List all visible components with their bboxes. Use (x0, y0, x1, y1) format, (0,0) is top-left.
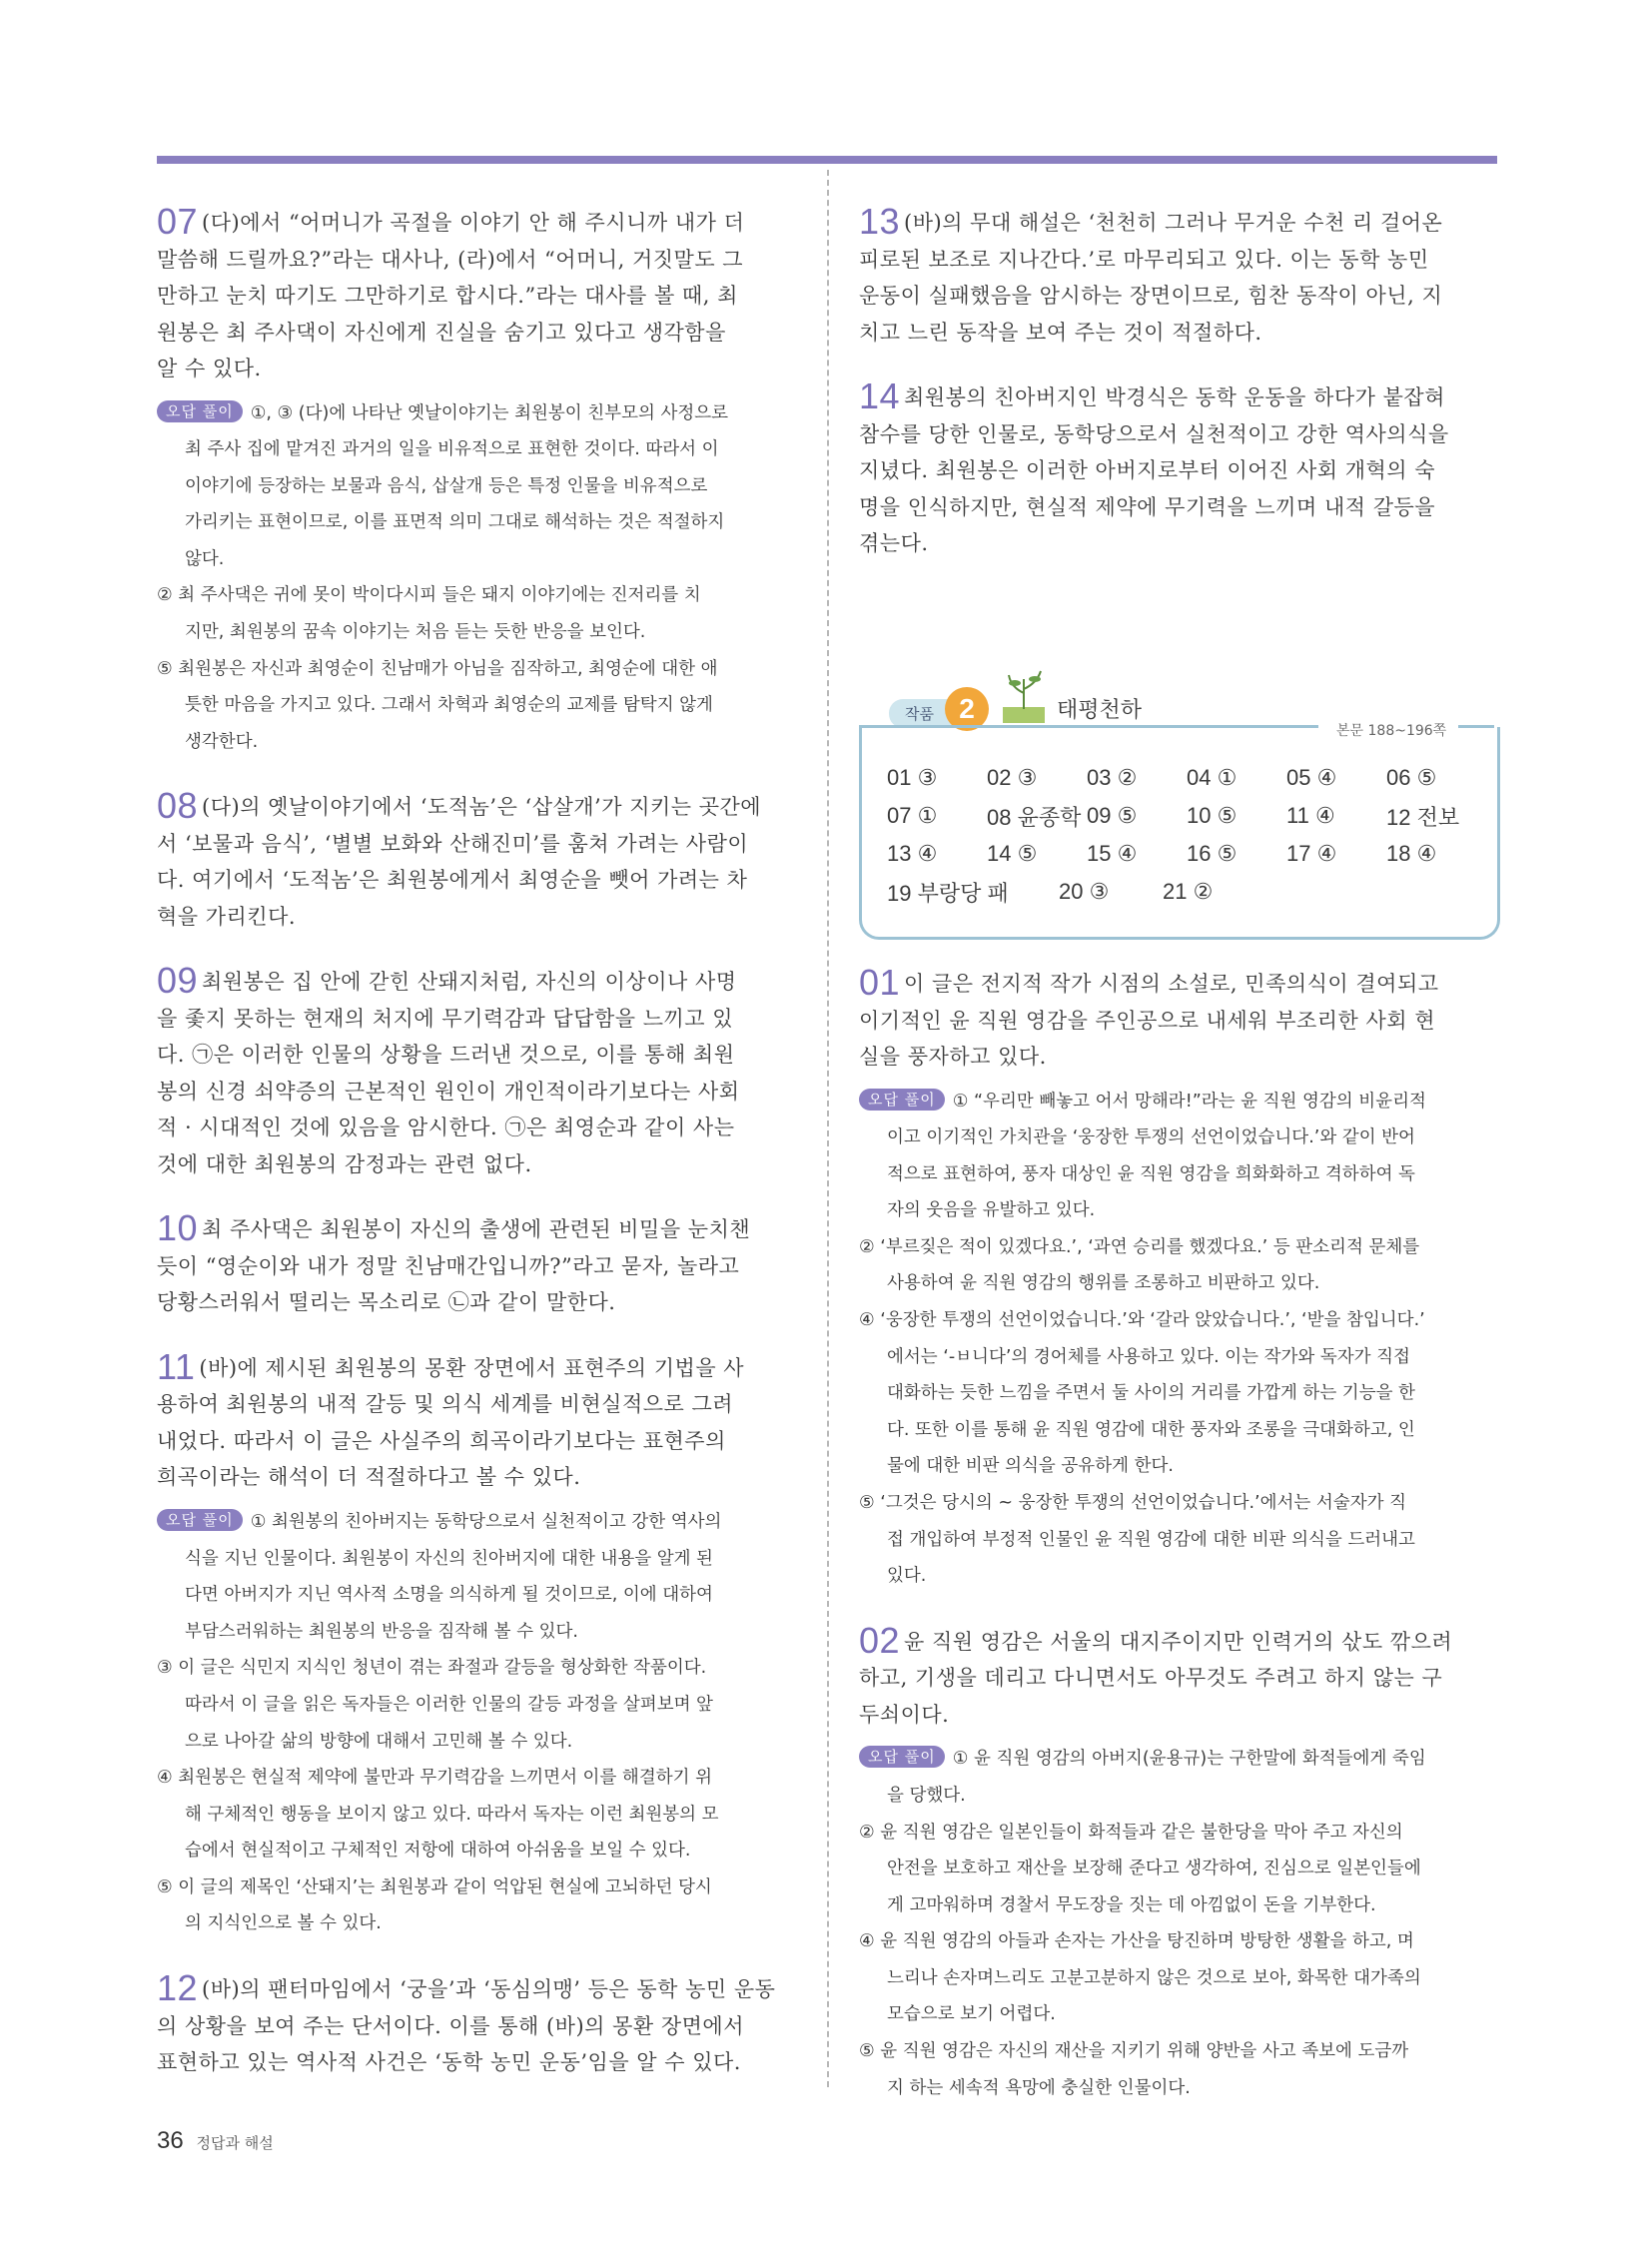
question-q10 (157, 1207, 796, 1321)
explanation-line (157, 724, 796, 761)
explanation-text: 게 고마워하며 경찰서 무도장을 짓는 데 아낌없이 돈을 기부한다. (887, 1894, 1376, 1915)
explanation-text: 최 주사 집에 맡겨진 과거의 일을 비유적으로 표현한 것이다. 따라서 이 (185, 439, 719, 460)
answer-item: 12 전보 (1386, 804, 1460, 830)
question-text: 용하여 최원봉의 내적 갈등 및 의식 세계를 비현실적으로 그려 (157, 1392, 734, 1417)
answer-item: 18 ④ (1386, 841, 1437, 866)
question-text: 하고, 기생을 데리고 다니면서도 아무것도 주려고 하지 않는 구 (859, 1666, 1443, 1691)
explanation-text: ② 윤 직원 영감은 일본인들이 화적들과 같은 불한당을 막아 주고 자신의 (859, 1822, 1403, 1843)
explanation-line (157, 395, 796, 432)
explanation-text: 을 당했다. (887, 1785, 966, 1806)
question-text: 당황스러워서 떨리는 목소리로 ㉡과 같이 말한다. (157, 1290, 616, 1315)
plant-icon (997, 669, 1051, 725)
explanation-line (859, 1996, 1498, 2033)
explanation-text: 지만, 최원봉의 꿈속 이야기는 처음 듣는 듯한 반응을 보인다. (185, 622, 646, 643)
question-text: (바)에 제시된 최원봉의 몽환 장면에서 표현주의 기법을 사 (199, 1355, 745, 1380)
explanation-text: 습에서 현실적이고 구체적인 저항에 대하여 아쉬움을 보일 수 있다. (185, 1841, 691, 1862)
question-line (157, 862, 796, 899)
explanation-text: 지 하는 세속적 욕망에 충실한 인물이다. (887, 2077, 1191, 2098)
question-line (859, 242, 1498, 279)
explanation-line (859, 1485, 1498, 1522)
work-title: 태평천하 (1057, 698, 1143, 723)
question-a01 (859, 962, 1498, 1595)
question-text: 최 주사댁은 최원봉이 자신의 출생에 관련된 비밀을 눈치챈 (202, 1217, 751, 1242)
question-line (157, 351, 796, 387)
explanation-line (859, 2033, 1498, 2070)
question-q14 (859, 375, 1498, 562)
question-line (157, 1074, 796, 1111)
question-text: 이 글은 전지적 작가 시점의 소설로, 민족의식이 결여되고 (904, 972, 1439, 996)
question-text: (다)의 옛날이야기에서 ‘도적놈’은 ‘삽살개’가 지키는 곳간에 (202, 795, 762, 820)
question-text: 피로된 보조로 지나간다.’로 마무리되고 있다. 이는 동학 농민 (859, 247, 1429, 272)
right-column-bottom (859, 962, 1498, 2106)
explanation-text: 이고 이기적인 가치관을 ‘웅장한 투쟁의 선언이었습니다.’와 같이 반어 (887, 1127, 1415, 1148)
left-column (157, 201, 796, 2081)
question-line (859, 1697, 1498, 1734)
question-text: 만하고 눈치 따기도 그만하기로 합시다.”라는 대사를 볼 때, 최 (157, 284, 738, 308)
explanation-line (859, 1302, 1498, 1339)
question-line (859, 1619, 1498, 1661)
explanation-text: 식을 지닌 인물이다. 최원봉이 자신의 친아버지에 대한 내용을 알게 된 (185, 1548, 713, 1569)
explanation-text: 부담스러워하는 최원봉의 반응을 짐작해 볼 수 있다. (185, 1621, 578, 1642)
explanation-line (859, 1339, 1498, 1376)
question-number: 10 (157, 1207, 199, 1249)
answer-row (887, 873, 1486, 911)
answer-item: 02 ③ (987, 765, 1038, 790)
question-text: 지녔다. 최원봉은 이러한 아버지로부터 이어진 사회 개혁의 숙 (859, 458, 1436, 482)
explanation-line (859, 1815, 1498, 1852)
question-line (859, 1039, 1498, 1076)
question-line (157, 278, 796, 315)
question-text: 명을 인식하지만, 현실적 제약에 무기력을 느끼며 내적 갈등을 (859, 494, 1436, 519)
explanation-line (157, 1504, 796, 1541)
question-number: 02 (859, 1619, 901, 1661)
question-text: 혁을 가리킨다. (157, 904, 297, 929)
question-line (859, 201, 1498, 242)
question-text: 윤 직원 영감은 서울의 대지주이지만 인력거의 삯도 깎으려 (904, 1629, 1453, 1654)
question-line (157, 785, 796, 827)
work-label: 작품 (889, 699, 964, 728)
explanation-line (157, 1687, 796, 1724)
explanation-line (157, 1869, 796, 1906)
answer-item: 15 ④ (1087, 841, 1138, 866)
page-footer (157, 2127, 274, 2155)
explanation-text: 접 개입하여 부정적 인물인 윤 직원 영감에 대한 비판 의식을 드러내고 (887, 1529, 1415, 1550)
question-line (157, 1110, 796, 1146)
spacer (157, 760, 796, 788)
question-number: 08 (157, 785, 199, 827)
question-text: 봉의 신경 쇠약증의 근본적인 원인이 개인적이라기보다는 사회 (157, 1079, 740, 1104)
spacer (859, 351, 1498, 378)
explanation-text: ② ‘부르짖은 적이 있겠다요.’, ‘과연 승리를 했겠다요.’ 등 판소리적 문체를 (859, 1236, 1420, 1257)
explanation-line (157, 1614, 796, 1651)
question-text: 을 좇지 못하는 현재의 처지에 무기력감과 답답함을 느끼고 있 (157, 1006, 734, 1031)
answer-grid (887, 759, 1486, 911)
question-number: 01 (859, 962, 901, 1003)
spacer (859, 1595, 1498, 1623)
question-text: 것에 대한 최원봉의 감정과는 관련 없다. (157, 1151, 532, 1176)
wrong-answer-explanation (859, 1084, 1498, 1595)
explanation-line (157, 614, 796, 651)
explanation-line (157, 577, 796, 614)
answer-row (887, 835, 1486, 873)
explanation-text: 안전을 보호하고 재산을 보장해 준다고 생각하여, 진심으로 일본인들에 (887, 1859, 1421, 1879)
question-line (859, 375, 1498, 416)
spacer (157, 1942, 796, 1970)
explanation-text: ③ 이 글은 식민지 지식인 청년이 겪는 좌절과 갈등을 형상화한 작품이다. (157, 1658, 707, 1679)
explanation-text: ④ 최원봉은 현실적 제약에 불만과 무기력감을 느끼면서 이를 해결하기 위 (157, 1768, 712, 1789)
question-q09 (157, 960, 796, 1182)
question-text: 내었다. 따라서 이 글은 사실주의 희곡이라기보다는 표현주의 (157, 1428, 726, 1453)
question-line (157, 201, 796, 242)
question-q07 (157, 201, 796, 760)
explanation-line (157, 504, 796, 541)
spacer (157, 935, 796, 963)
question-line (859, 416, 1498, 453)
explanation-line (859, 1265, 1498, 1302)
question-text: (바)의 팬터마임에서 ‘궁을’과 ‘동심의맹’ 등은 동학 농민 운동 (202, 1977, 776, 2002)
question-text: 희곡이라는 해석이 더 적절하다고 볼 수 있다. (157, 1465, 581, 1490)
top-rule (157, 156, 1497, 164)
explanation-line (859, 1522, 1498, 1559)
answer-item: 21 ② (1163, 879, 1214, 904)
explanation-line (157, 1905, 796, 1942)
question-line (157, 315, 796, 352)
question-line (157, 899, 796, 936)
explanation-text: 않다. (185, 548, 225, 569)
answer-item: 20 ③ (1059, 879, 1110, 904)
footer-title: 정답과 해설 (196, 2134, 274, 2152)
question-line (157, 1248, 796, 1285)
question-text: 참수를 당한 인물로, 동학당으로서 실천적이고 강한 역사의식을 (859, 421, 1449, 446)
question-text: 최원봉의 친아버지인 박경식은 동학 운동을 하다가 붙잡혀 (904, 385, 1445, 409)
question-line (157, 960, 796, 1002)
explanation-line (157, 1833, 796, 1869)
question-text: 의 상황을 보여 주는 단서이다. 이를 통해 (바)의 몽환 장면에서 (157, 2013, 745, 2038)
question-q12 (157, 1967, 796, 2081)
question-text: (바)의 무대 해설은 ‘천천히 그러나 무거운 수천 리 걸어온 (904, 211, 1443, 235)
question-line (157, 1146, 796, 1183)
question-number: 11 (157, 1345, 196, 1387)
explanation-line (157, 1650, 796, 1687)
answer-item: 13 ④ (887, 841, 938, 866)
question-line (157, 1459, 796, 1496)
explanation-line (859, 1229, 1498, 1266)
question-a02 (859, 1619, 1498, 2106)
answer-item: 19 부랑당 패 (887, 880, 1009, 906)
answer-box (859, 687, 1498, 939)
answer-item: 14 ⑤ (987, 841, 1038, 866)
question-line (859, 278, 1498, 315)
question-text: 말씀해 드릴까요?”라는 대사나, (라)에서 “어머니, 거짓말도 그 (157, 247, 744, 272)
question-text: 표현하고 있는 역사적 사건은 ‘동학 농민 운동’임을 알 수 있다. (157, 2050, 741, 2075)
explanation-text: 이야기에 등장하는 보물과 음식, 삽살개 등은 특정 인물을 비유적으로 (185, 475, 708, 496)
explanation-line (157, 431, 796, 468)
explanation-line (157, 1577, 796, 1614)
explanation-line (859, 1192, 1498, 1229)
explanation-line (157, 687, 796, 724)
explanation-line (859, 1851, 1498, 1887)
question-text: (다)에서 “어머니가 곡절을 이야기 안 해 주시니까 내가 더 (202, 211, 745, 235)
question-line (157, 1207, 796, 1249)
explanation-line (859, 1923, 1498, 1960)
explanation-line (859, 1558, 1498, 1595)
answer-row (887, 759, 1486, 797)
explanation-text: ④ ‘웅장한 투쟁의 선언이었습니다.’와 ‘갈라 앉았습니다.’, ‘받을 참입니다.’ (859, 1310, 1425, 1331)
explanation-text: ① “우리만 빼놓고 어서 망해라!”라는 윤 직원 영감의 비윤리적 (952, 1091, 1426, 1112)
question-number: 14 (859, 375, 901, 416)
question-text: 최원봉은 집 안에 갇힌 산돼지처럼, 자신의 이상이나 사명 (202, 970, 737, 995)
page-number: 36 (157, 2127, 184, 2154)
explanation-line (859, 1375, 1498, 1412)
explanation-text: 대화하는 듯한 느낌을 주면서 둘 사이의 거리를 가깝게 하는 기능을 한 (887, 1383, 1415, 1404)
explanation-text: ① 최원봉의 친아버지는 동학당으로서 실천적이고 강한 역사의 (250, 1511, 722, 1532)
explanation-line (859, 1741, 1498, 1778)
explanation-line (157, 468, 796, 505)
page-range: 본문 188~196쪽 (1336, 723, 1447, 739)
question-line (157, 1345, 796, 1387)
question-text: 다. ㉠은 이러한 인물의 상황을 드러낸 것으로, 이를 통해 최원 (157, 1043, 735, 1068)
question-text: 두쇠이다. (859, 1702, 950, 1727)
explanation-text: ⑤ 윤 직원 영감은 자신의 재산을 지키기 위해 양반을 사고 족보에 도금까 (859, 2041, 1409, 2062)
wrong-answer-explanation (859, 1741, 1498, 2106)
question-text: 다. 여기에서 ‘도적놈’은 최원봉에게서 최영순을 뺏어 가려는 차 (157, 868, 748, 893)
question-text: 치고 느린 동작을 보여 주는 것이 적절하다. (859, 320, 1262, 345)
question-q13 (859, 201, 1498, 351)
explanation-line (859, 1778, 1498, 1815)
question-text: 서 ‘보물과 음식’, ‘별별 보화와 산해진미’를 훔쳐 가려는 사람이 (157, 831, 749, 856)
explanation-text: 가리키는 표현이므로, 이를 표면적 의미 그대로 해석하는 것은 적절하지 (185, 512, 725, 533)
explanation-line (859, 1887, 1498, 1924)
explanation-text: 적으로 표현하여, 풍자 대상인 윤 직원 영감을 희화화하고 격하하여 독 (887, 1163, 1415, 1184)
spacer (157, 1321, 796, 1349)
answer-item: 04 ① (1187, 765, 1238, 790)
explanation-line (859, 1412, 1498, 1449)
explanation-text: 에서는 ‘-ㅂ니다’의 경어체를 사용하고 있다. 이는 작가와 독자가 직접 (887, 1346, 1410, 1367)
explanation-text: 물에 대한 비판 의식을 공유하게 한다. (887, 1456, 1174, 1477)
explanation-text: ①, ③ (다)에 나타난 옛날이야기는 최원봉이 친부모의 사정으로 (250, 402, 729, 423)
explanation-text: 다면 아버지가 지닌 역사적 소명을 의식하게 될 것이므로, 이에 대하여 (185, 1585, 713, 1606)
explanation-text: ⑤ 최원봉은 자신과 최영순이 친남매가 아님을 짐작하고, 최영순에 대한 애 (157, 658, 718, 679)
question-line (859, 452, 1498, 489)
right-column-top (859, 201, 1498, 562)
explanation-text: ④ 윤 직원 영감의 아들과 손자는 가산을 탕진하며 방탕한 생활을 하고, 며 (859, 1931, 1414, 1952)
explanation-text: 느리나 손자며느리도 고분고분하지 않은 것으로 보아, 화목한 대가족의 (887, 1967, 1421, 1988)
answer-item: 10 ⑤ (1187, 803, 1238, 828)
column-divider (827, 170, 829, 2087)
question-text: 적 · 시대적인 것에 있음을 암시한다. ㉠은 최영순과 같이 사는 (157, 1116, 735, 1140)
question-line (157, 242, 796, 279)
question-q11 (157, 1345, 796, 1942)
explanation-text: ② 최 주사댁은 귀에 못이 박이다시피 들은 돼지 이야기에는 진저리를 치 (157, 585, 701, 606)
explanation-line (157, 1760, 796, 1797)
answer-item: 16 ⑤ (1187, 841, 1238, 866)
answer-item: 07 ① (887, 803, 938, 828)
answer-item: 03 ② (1087, 765, 1138, 790)
explanation-line (859, 2070, 1498, 2107)
answer-item: 17 ④ (1286, 841, 1337, 866)
question-number: 13 (859, 201, 901, 242)
question-text: 실을 풍자하고 있다. (859, 1045, 1047, 1069)
question-line (157, 1386, 796, 1423)
explanation-line (859, 1448, 1498, 1485)
question-q08 (157, 785, 796, 935)
wrong-answer-badge: 오답 풀이 (157, 400, 243, 422)
explanation-line (157, 1541, 796, 1578)
explanation-text: ① 윤 직원 영감의 아버지(윤용규)는 구한말에 화적들에게 죽임 (952, 1749, 1426, 1770)
answer-item: 11 ④ (1286, 803, 1335, 828)
question-line (859, 489, 1498, 526)
explanation-text: 모습으로 보기 어렵다. (887, 2004, 1056, 2025)
question-line (157, 2008, 796, 2045)
wrong-answer-badge: 오답 풀이 (859, 1746, 945, 1768)
explanation-line (859, 1960, 1498, 1997)
explanation-line (157, 651, 796, 688)
answer-item: 01 ③ (887, 765, 938, 790)
question-line (859, 962, 1498, 1003)
explanation-line (859, 1120, 1498, 1156)
explanation-text: 있다. (887, 1566, 927, 1587)
question-line (157, 1423, 796, 1460)
explanation-text: 해 구체적인 행동을 보이지 않고 있다. 따라서 독자는 이런 최원봉의 모 (185, 1804, 719, 1825)
answer-row (887, 797, 1486, 835)
explanation-text: ⑤ ‘그것은 당시의 ~ 웅장한 투쟁의 선언이었습니다.’에서는 서술자가 직 (859, 1493, 1406, 1514)
explanation-text: 틋한 마음을 가지고 있다. 그래서 차혁과 최영순의 교제를 탐탁지 않게 (185, 695, 713, 716)
question-number: 12 (157, 1967, 199, 2009)
explanation-line (157, 1797, 796, 1834)
wrong-answer-explanation (157, 395, 796, 761)
wrong-answer-explanation (157, 1504, 796, 1942)
question-text: 이기적인 윤 직원 영감을 주인공으로 내세워 부조리한 사회 현 (859, 1008, 1436, 1033)
explanation-line (859, 1084, 1498, 1121)
wrong-answer-badge: 오답 풀이 (859, 1089, 945, 1111)
explanation-text: 자의 웃음을 유발하고 있다. (887, 1200, 1096, 1221)
explanation-line (157, 541, 796, 578)
question-line (859, 1660, 1498, 1697)
question-line (157, 1037, 796, 1074)
explanation-text: 따라서 이 글을 읽은 독자들은 이러한 인물의 갈등 과정을 살펴보며 앞 (185, 1694, 713, 1715)
explanation-text: 의 지식인으로 볼 수 있다. (185, 1913, 382, 1934)
work-number: 2 (945, 687, 989, 731)
question-line (859, 1003, 1498, 1040)
question-line (157, 1967, 796, 2009)
explanation-text: 으로 나아갈 삶의 방향에 대해서 고민해 볼 수 있다. (185, 1731, 573, 1752)
explanation-line (859, 1156, 1498, 1193)
answer-item: 06 ⑤ (1386, 765, 1437, 790)
question-text: 운동이 실패했음을 암시하는 장면이므로, 힘찬 동작이 아닌, 지 (859, 284, 1443, 308)
question-text: 겪는다. (859, 531, 929, 555)
question-number: 09 (157, 960, 199, 1002)
question-line (859, 525, 1498, 562)
question-line (859, 315, 1498, 352)
wrong-answer-badge: 오답 풀이 (157, 1509, 243, 1531)
answer-item: 09 ⑤ (1087, 803, 1138, 828)
explanation-text: 사용하여 윤 직원 영감의 행위를 조롱하고 비판하고 있다. (887, 1273, 1320, 1294)
question-line (157, 1001, 796, 1038)
explanation-line (157, 1724, 796, 1761)
question-text: 원봉은 최 주사댁이 자신에게 진실을 숨기고 있다고 생각함을 (157, 320, 726, 345)
answer-item: 05 ④ (1286, 765, 1337, 790)
explanation-text: ⑤ 이 글의 제목인 ‘산돼지’는 최원봉과 같이 억압된 현실에 고뇌하던 당시 (157, 1876, 712, 1897)
explanation-text: 다. 또한 이를 통해 윤 직원 영감에 대한 풍자와 조롱을 극대화하고, 인 (887, 1419, 1415, 1440)
question-line (157, 2044, 796, 2081)
question-line (157, 826, 796, 863)
question-text: 듯이 “영순이와 내가 정말 친남매간입니까?”라고 묻자, 놀라고 (157, 1253, 740, 1278)
answer-item: 08 윤종학 (987, 804, 1082, 830)
spacer (157, 1182, 796, 1210)
question-line (157, 1284, 796, 1321)
explanation-text: 생각한다. (185, 731, 259, 752)
question-text: 알 수 있다. (157, 357, 262, 380)
question-number: 07 (157, 201, 199, 242)
